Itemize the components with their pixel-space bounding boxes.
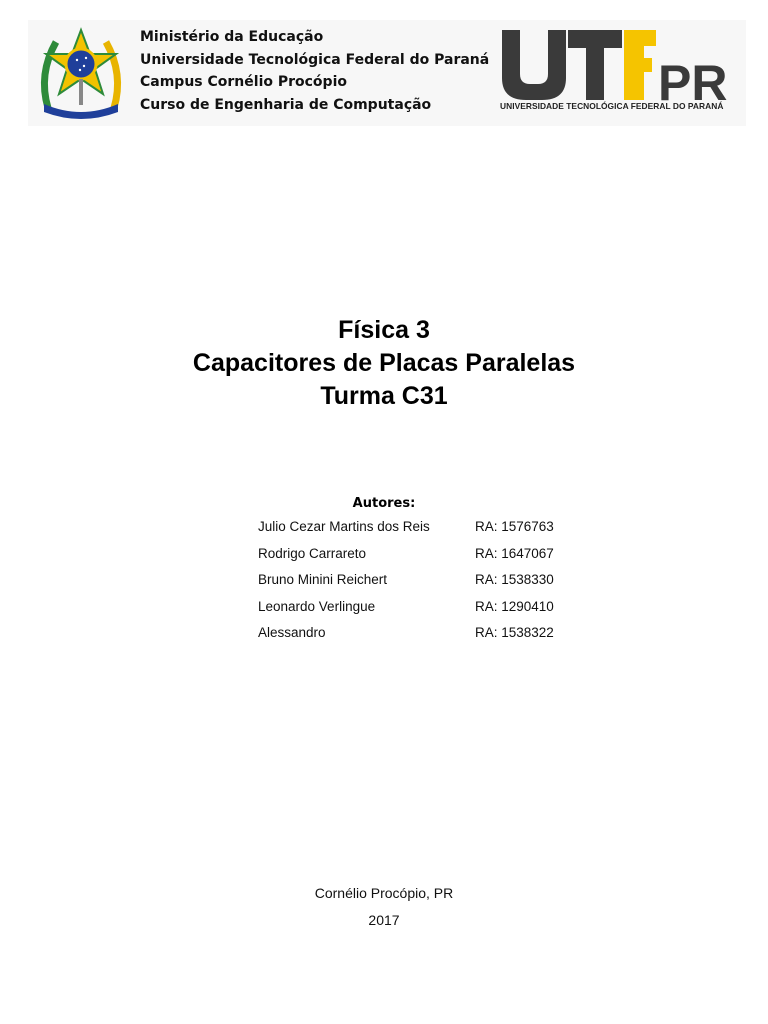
author-ra: RA: 1538322: [475, 625, 554, 641]
author-row: [258, 572, 578, 599]
author-ra: RA: 1576763: [475, 519, 554, 534]
author-row: [258, 625, 578, 652]
author-name: Rodrigo Carrareto: [258, 545, 367, 561]
author-name: Julio Cezar Martins dos Reis: [258, 519, 430, 534]
institution-line-ministry: Ministério da Educação: [140, 29, 324, 45]
institution-line-university: Universidade Tecnológica Federal do Paraná: [140, 51, 490, 68]
author-ra: RA: 1290410: [475, 598, 554, 614]
title-line-class: Turma C31: [320, 382, 448, 410]
brazil-coat-of-arms-icon: [34, 24, 128, 122]
author-row: [258, 546, 578, 573]
author-row: [258, 599, 578, 626]
author-row: [258, 519, 578, 546]
authors-heading: Autores:: [352, 496, 416, 511]
footer-year: 2017: [368, 912, 400, 928]
author-name: Leonardo Verlingue: [258, 598, 376, 614]
title-line-topic: Capacitores de Placas Paralelas: [192, 349, 576, 377]
title-line-subject: Física 3: [338, 316, 430, 344]
institution-line-campus: Campus Cornélio Procópio: [140, 74, 347, 90]
institution-block: [140, 26, 489, 116]
document-title: [0, 314, 768, 413]
author-ra: RA: 1538330: [475, 572, 554, 588]
author-name: Alessandro: [258, 625, 326, 641]
author-ra: RA: 1647067: [475, 545, 554, 561]
footer-location: Cornélio Procópio, PR: [314, 885, 454, 901]
utfpr-logo-subtitle: UNIVERSIDADE TECNOLÓGICA FEDERAL DO PARANÁ: [500, 101, 724, 111]
institution-line-course: Curso de Engenharia de Computação: [140, 96, 432, 113]
svg-text:PR: PR: [658, 55, 728, 111]
document-footer: [0, 880, 768, 934]
authors-list: [258, 519, 578, 652]
author-name: Bruno Minini Reichert: [258, 572, 388, 588]
